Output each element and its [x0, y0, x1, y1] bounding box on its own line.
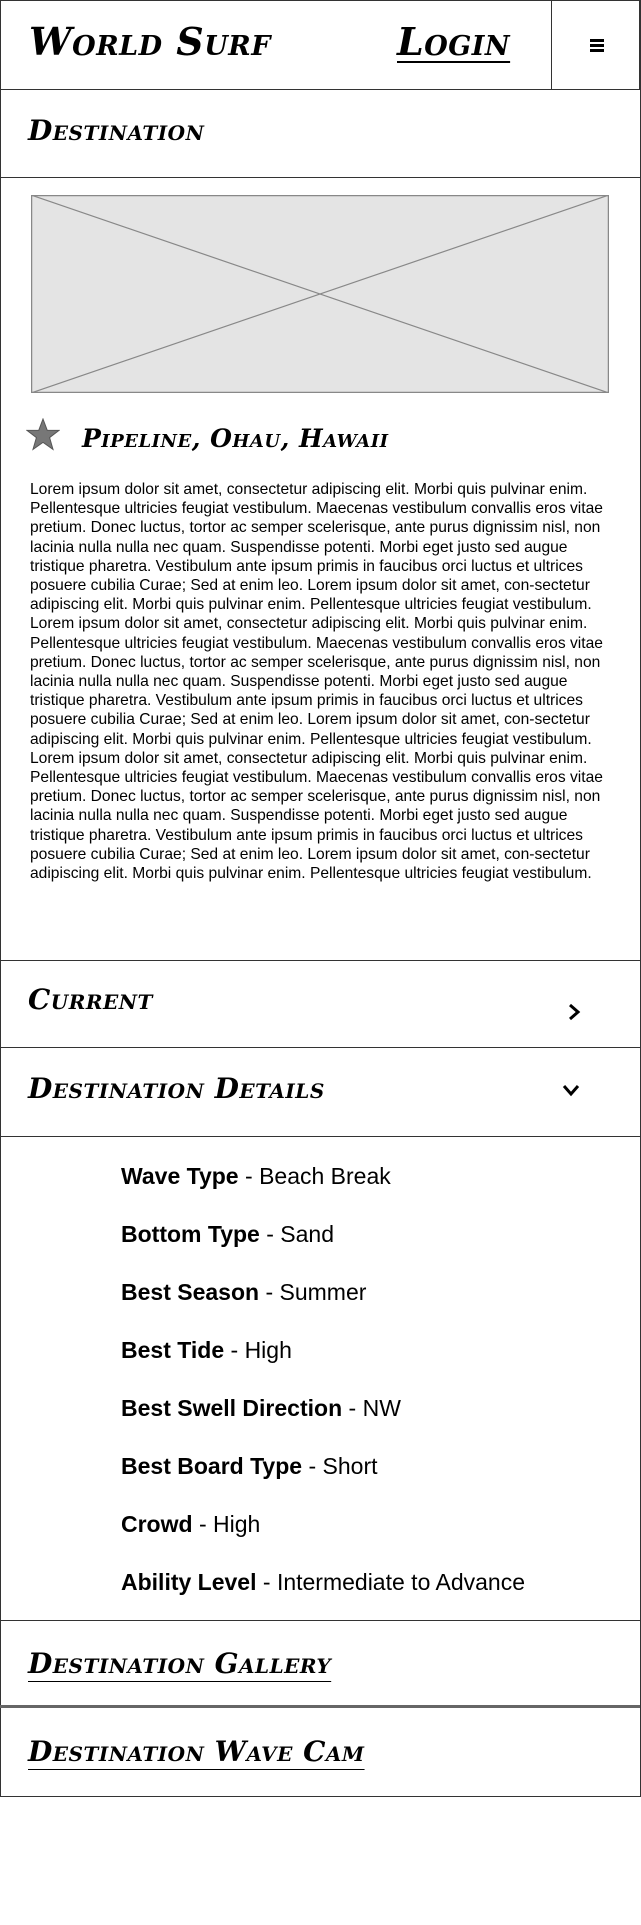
detail-value: Sand — [280, 1221, 335, 1247]
details-title: Destination Details — [28, 1072, 325, 1105]
wavecam-link[interactable]: Destination Wave Cam — [28, 1735, 365, 1768]
details-list — [121, 1157, 621, 1621]
detail-label: Best Tide — [121, 1337, 225, 1363]
detail-value: High — [244, 1337, 292, 1363]
detail-row — [121, 1389, 621, 1447]
chevron-down-icon[interactable] — [562, 1082, 580, 1098]
hamburger-icon — [590, 37, 604, 54]
detail-separator: - — [302, 1453, 323, 1479]
detail-separator: - — [238, 1163, 260, 1189]
location-title: Pipeline, Ohau, Hawaii — [82, 424, 389, 453]
detail-row — [121, 1157, 621, 1215]
detail-label: Ability Level — [121, 1569, 257, 1595]
detail-value: NW — [362, 1395, 401, 1421]
detail-value: Summer — [279, 1279, 367, 1305]
description-paragraph: Lorem ipsum dolor sit amet, consectetur adipiscing elit. Morbi quis pulvinar enim. Pellentesque ultricies feugiat vestibulum. Maecenas vestibulum convallis eros vitae pretium. Donec luctus, tortor ac semper scelerisque, ante purus dignissim nisl, non lacinia nulla nulla nec quam. Suspendisse potenti. Morbi eget justo sed augue tristique pharetra. Vestibulum ante ipsum primis in faucibus orci luctus et ultrices posuere cubilia Curae; Sed at enim leo. Lorem ipsum dolor sit amet, con-sectetur adipiscing elit. Morbi quis pulvinar enim. Pellentesque ultricies feugiat vestibulum. — [30, 749, 603, 883]
description-paragraph: Lorem ipsum dolor sit amet, consectetur adipiscing elit. Morbi quis pulvinar enim. Pellentesque ultricies feugiat vestibulum. Maecenas vestibulum convallis eros vitae pretium. Donec luctus, tortor ac semper scelerisque, ante purus dignissim nisl, non lacinia nulla nulla nec quam. Suspendisse potenti. Morbi eget justo sed augue tristique pharetra. Vestibulum ante ipsum primis in faucibus orci luctus et ultrices posuere cubilia Curae; Sed at enim leo. Lorem ipsum dolor sit amet, con-sectetur adipiscing elit. Morbi quis pulvinar enim. Pellentesque ultricies feugiat vestibulum. — [30, 615, 603, 748]
detail-row — [121, 1215, 621, 1273]
detail-row — [121, 1505, 621, 1563]
detail-separator: - — [259, 1279, 280, 1305]
description-paragraph: Lorem ipsum dolor sit amet, consectetur adipiscing elit. Morbi quis pulvinar enim. Pellentesque ultricies feugiat vestibulum. Maecenas vestibulum convallis eros vitae pretium. Donec luctus, tortor ac semper scelerisque, ante purus dignissim nisl, non lacinia nulla nulla nec quam. Suspendisse potenti. Morbi eget justo sed augue tristique pharetra. Vestibulum ante ipsum primis in faucibus orci luctus et ultrices posuere cubilia Curae; Sed at enim leo. Lorem ipsum dolor sit amet, con-sectetur adipiscing elit. Morbi quis pulvinar enim. Pellentesque ultricies feugiat vestibulum. — [30, 481, 603, 614]
gallery-section — [0, 1620, 640, 1708]
detail-row — [121, 1447, 621, 1505]
detail-label: Best Season — [121, 1279, 260, 1305]
detail-row — [121, 1273, 621, 1331]
detail-row — [121, 1331, 621, 1389]
detail-value: High — [213, 1511, 261, 1537]
menu-button[interactable] — [551, 1, 641, 89]
login-link[interactable]: Login — [397, 19, 511, 64]
detail-separator: - — [192, 1511, 214, 1537]
detail-label: Crowd — [121, 1511, 193, 1537]
detail-value: Intermediate to Advance — [276, 1569, 525, 1595]
destination-title: Destination — [28, 114, 205, 147]
detail-separator: - — [224, 1337, 245, 1363]
destination-section-header — [0, 90, 640, 178]
chevron-right-icon[interactable] — [566, 1003, 582, 1021]
image-placeholder — [31, 195, 609, 393]
detail-label: Best Board Type — [121, 1453, 303, 1479]
description — [30, 480, 614, 883]
header — [0, 0, 640, 90]
detail-separator: - — [342, 1395, 363, 1421]
detail-separator: - — [259, 1221, 281, 1247]
star-icon[interactable] — [26, 418, 60, 452]
details-section-header[interactable] — [0, 1048, 640, 1137]
detail-value: Short — [322, 1453, 378, 1479]
wavecam-section — [0, 1709, 640, 1797]
detail-label: Bottom Type — [121, 1221, 260, 1247]
detail-value: Beach Break — [259, 1163, 391, 1189]
current-title: Current — [28, 983, 153, 1016]
current-section-header[interactable] — [0, 960, 640, 1048]
detail-row — [121, 1563, 621, 1621]
detail-label: Wave Type — [121, 1163, 239, 1189]
detail-separator: - — [256, 1569, 277, 1595]
detail-label: Best Swell Direction — [121, 1395, 343, 1421]
gallery-link[interactable]: Destination Gallery — [28, 1647, 332, 1680]
brand-logo[interactable]: World Surf — [29, 19, 271, 64]
